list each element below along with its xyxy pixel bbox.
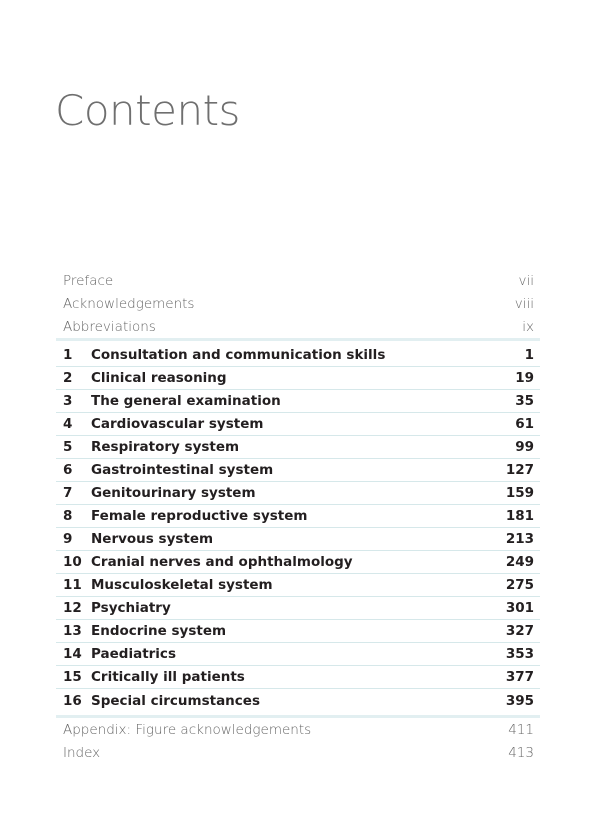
toc-entry-abbreviations[interactable] xyxy=(56,315,540,338)
chapter-page: 35 xyxy=(515,393,534,409)
toc-entry-index[interactable] xyxy=(56,741,540,764)
chapter-page: 159 xyxy=(505,485,534,501)
chapter-title: Endocrine system xyxy=(91,623,227,639)
toc-chapter-9[interactable] xyxy=(56,528,540,551)
chapter-number: 5 xyxy=(63,439,73,455)
section-divider xyxy=(56,338,540,341)
entry-title: Abbreviations xyxy=(63,318,156,335)
toc-chapter-11[interactable] xyxy=(56,574,540,597)
chapter-number: 3 xyxy=(63,393,73,409)
chapter-number: 4 xyxy=(63,416,73,432)
toc-entry-preface[interactable] xyxy=(56,269,540,292)
entry-page: vii xyxy=(518,272,534,289)
toc-chapter-4[interactable] xyxy=(56,413,540,436)
chapter-title: Psychiatry xyxy=(91,600,171,616)
chapter-number: 8 xyxy=(63,508,73,524)
chapter-page: 301 xyxy=(505,600,534,616)
toc-chapter-13[interactable] xyxy=(56,620,540,643)
toc-chapter-5[interactable] xyxy=(56,436,540,459)
entry-title: Appendix: Figure acknowledgements xyxy=(63,721,312,738)
toc-chapter-14[interactable] xyxy=(56,643,540,666)
toc-chapter-7[interactable] xyxy=(56,482,540,505)
chapter-page: 249 xyxy=(505,554,534,570)
chapter-page: 61 xyxy=(515,416,534,432)
chapter-number: 14 xyxy=(63,646,82,662)
chapter-number: 10 xyxy=(63,554,82,570)
toc-chapter-15[interactable] xyxy=(56,666,540,689)
toc-chapter-16[interactable] xyxy=(56,689,540,712)
entry-page: 413 xyxy=(508,744,534,761)
toc-chapter-3[interactable] xyxy=(56,390,540,413)
entry-title: Acknowledgements xyxy=(63,295,195,312)
chapter-page: 127 xyxy=(505,462,534,478)
chapter-title: Musculoskeletal system xyxy=(91,577,273,593)
chapter-page: 395 xyxy=(505,692,534,709)
entry-page: ix xyxy=(522,318,534,335)
entry-page: 411 xyxy=(508,721,534,738)
front-matter-list xyxy=(56,269,540,338)
entry-title: Preface xyxy=(63,272,114,289)
chapter-page: 181 xyxy=(505,508,534,524)
chapter-title: Female reproductive system xyxy=(91,508,308,524)
toc-chapter-6[interactable] xyxy=(56,459,540,482)
entry-title: Index xyxy=(63,744,101,761)
chapter-number: 7 xyxy=(63,485,73,501)
chapter-title: Consultation and communication skills xyxy=(91,347,386,363)
chapter-number: 13 xyxy=(63,623,82,639)
back-matter-list xyxy=(56,718,540,764)
chapter-title: Critically ill patients xyxy=(91,669,245,685)
chapter-title: Respiratory system xyxy=(91,439,240,455)
chapter-number: 16 xyxy=(63,692,82,709)
chapter-page: 353 xyxy=(505,646,534,662)
toc-chapter-1[interactable] xyxy=(56,344,540,367)
chapter-title: Cardiovascular system xyxy=(91,416,264,432)
toc-chapter-2[interactable] xyxy=(56,367,540,390)
chapter-title: Clinical reasoning xyxy=(91,370,227,386)
chapter-title: Cranial nerves and ophthalmology xyxy=(91,554,353,570)
chapter-number: 11 xyxy=(63,577,82,593)
chapter-title: Gastrointestinal system xyxy=(91,462,274,478)
chapter-number: 9 xyxy=(63,531,73,547)
chapter-page: 1 xyxy=(524,347,534,363)
chapter-title: Paediatrics xyxy=(91,646,176,662)
chapter-list xyxy=(56,344,540,712)
chapter-page: 327 xyxy=(505,623,534,639)
chapter-page: 213 xyxy=(505,531,534,547)
entry-page: viii xyxy=(514,295,534,312)
toc-chapter-12[interactable] xyxy=(56,597,540,620)
chapter-page: 275 xyxy=(505,577,534,593)
table-of-contents xyxy=(56,269,540,764)
chapter-title: Genitourinary system xyxy=(91,485,256,501)
toc-chapter-8[interactable] xyxy=(56,505,540,528)
chapter-number: 6 xyxy=(63,462,73,478)
chapter-title: Special circumstances xyxy=(91,692,260,709)
toc-chapter-10[interactable] xyxy=(56,551,540,574)
chapter-title: The general examination xyxy=(91,393,281,409)
chapter-title: Nervous system xyxy=(91,531,214,547)
page-title: Contents xyxy=(55,86,240,135)
chapter-number: 15 xyxy=(63,669,82,685)
chapter-page: 19 xyxy=(515,370,534,386)
toc-entry-appendix[interactable] xyxy=(56,718,540,741)
chapter-number: 2 xyxy=(63,370,73,386)
chapter-number: 1 xyxy=(63,347,73,363)
chapter-page: 99 xyxy=(515,439,534,455)
chapter-page: 377 xyxy=(505,669,534,685)
toc-entry-acknowledgements[interactable] xyxy=(56,292,540,315)
chapter-number: 12 xyxy=(63,600,82,616)
